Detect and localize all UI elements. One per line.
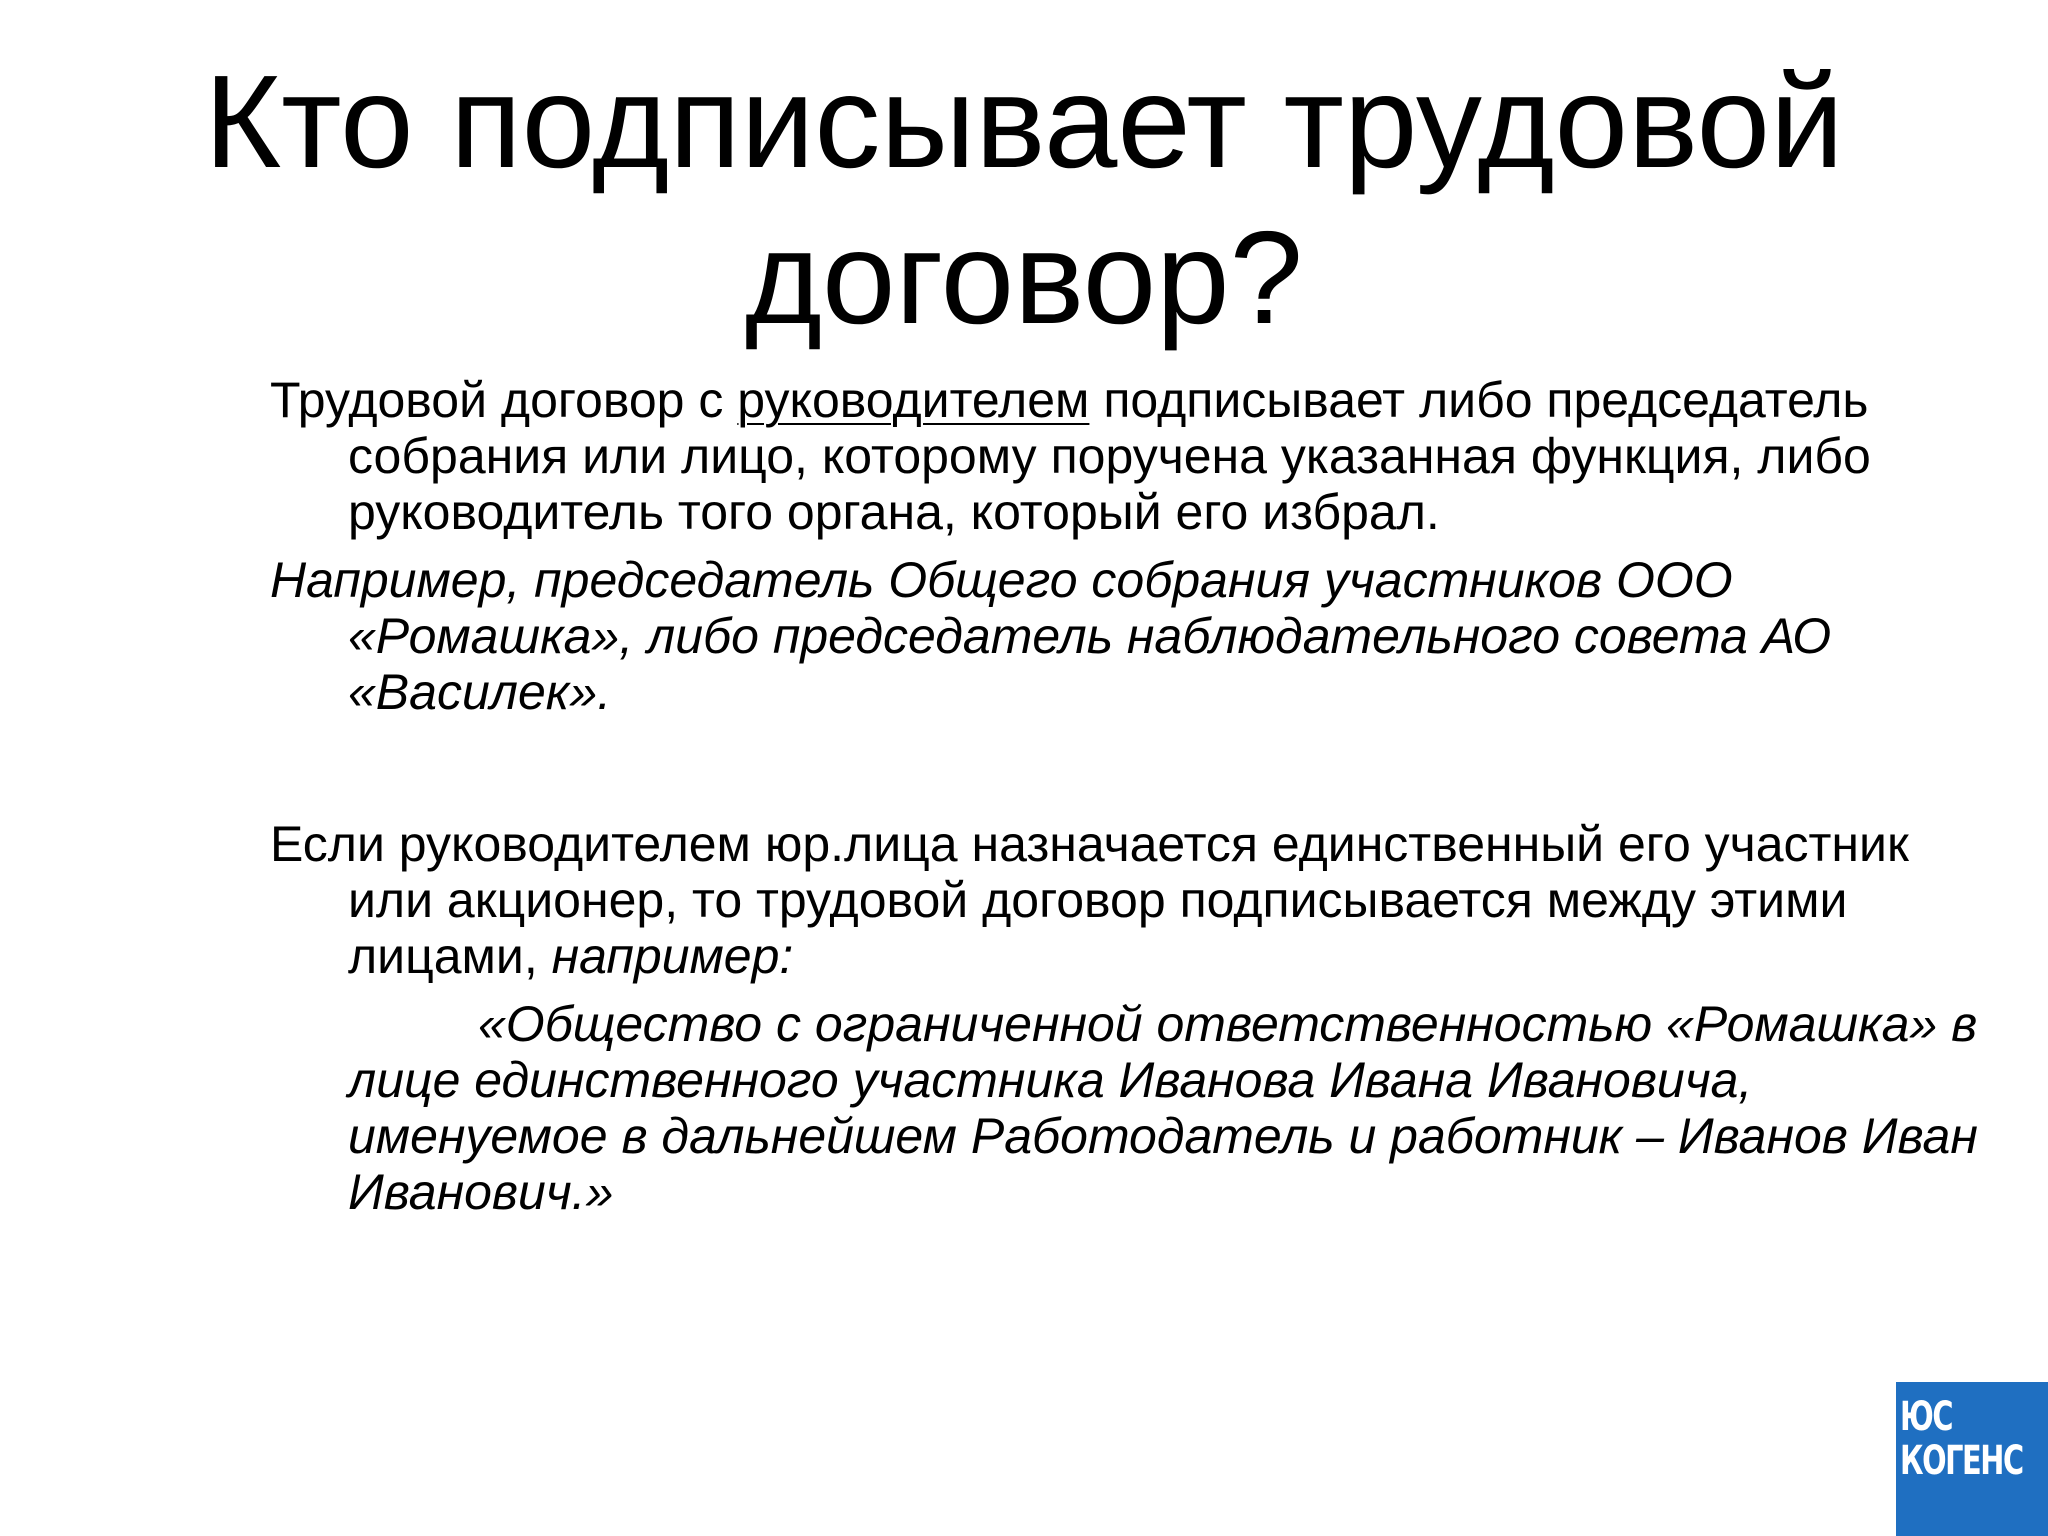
paragraph-signer-rule [270,372,2000,540]
slide-title [0,44,2048,356]
slide-body [270,372,2000,1220]
paragraph-sole-participant-text: Если руководителем юр.лица назначается единственный его участник или акционер, то трудовой договор подписывается между этими лицами, [270,816,1909,984]
slide-title-line-2: договор? [745,204,1303,351]
paragraph-signer-rule-lead: Трудовой договор с [270,372,738,428]
slide-title-line-1: Кто подписывает трудовой [204,48,1844,195]
paragraph-sole-participant [270,816,2000,984]
underlined-term: руководителем [737,372,1090,428]
paragraph-example: Например, председатель Общего собрания участников ООО «Ромашка», либо председатель наблюдательного совета АО «Василек». [270,552,1832,720]
paragraph-signer-rule-rest: подписывает либо председатель собрания или лицо, которому поручена указанная функция, либо руководитель того органа, который его избрал. [348,372,1871,540]
contract-quote: «Общество с ограниченной ответственностью «Ромашка» в лице единственного участника Иванова Ивана Ивановича, именуемое в дальнейшем Работодатель и работник – Иванов Иван Иванович.» [348,996,1978,1220]
paragraph-sole-participant-tail: например: [551,928,794,984]
company-logo [1896,1382,2048,1536]
logo-line-1: ЮС [1900,1394,1953,1440]
logo-line-2: КОГЕНС [1900,1438,2023,1484]
